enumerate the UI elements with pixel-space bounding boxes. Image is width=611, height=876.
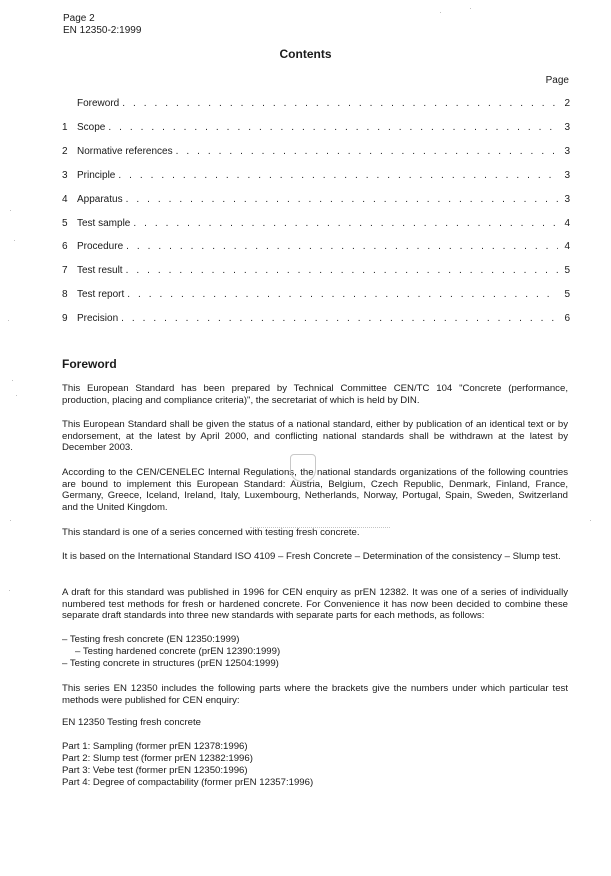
toc-entry-title: Apparatus (77, 194, 123, 205)
series-title: EN 12350 Testing fresh concrete (62, 717, 202, 728)
toc-leader-dots (108, 121, 558, 135)
toc-leader-dots (126, 240, 558, 254)
toc-entry-title: Scope (77, 122, 106, 133)
toc-leader-dots (127, 288, 558, 302)
toc-leader-dots (126, 193, 558, 207)
toc-entry-title: Principle (77, 170, 116, 181)
toc-entry-number: 7 (62, 265, 68, 276)
toc-entry-number: 1 (62, 122, 68, 133)
list-item: – Testing concrete in structures (prEN 12504:1999) (62, 658, 279, 669)
toc-entry-apparatus[interactable] (62, 193, 570, 207)
toc-leader-dots (122, 97, 558, 111)
toc-entry-number: 4 (62, 194, 68, 205)
toc-entry-title: Foreword (77, 98, 120, 109)
toc-entry-title: Procedure (77, 241, 124, 252)
toc-leader-dots (126, 264, 558, 278)
toc-leader-dots (133, 217, 558, 231)
toc-entry-title: Normative references (77, 146, 173, 157)
toc-entry-page: 6 (564, 313, 570, 324)
list-item: – Testing hardened concrete (prEN 12390:1999) (75, 646, 281, 657)
page-header (63, 13, 141, 37)
toc-entry-scope[interactable] (62, 121, 570, 135)
page-number-label: Page 2 (63, 13, 95, 24)
scan-speck (8, 320, 9, 321)
scan-speck (440, 12, 441, 13)
toc-entry-number: 2 (62, 146, 68, 157)
toc-entry-page: 3 (564, 194, 570, 205)
toc-entry-page: 5 (564, 289, 570, 300)
toc-entry-page: 4 (564, 218, 570, 229)
toc-entry-title: Test report (77, 289, 125, 300)
toc-entry-page: 4 (564, 241, 570, 252)
foreword-paragraph-2: This European Standard shall be given the status of a national standard, either by publication of an identical text or by endorsement, at the latest by April 2000, and conflicting national standards shall be withdrawn at the latest by December 2003. (62, 419, 568, 454)
scan-speck (14, 240, 15, 241)
foreword-paragraph-1: This European Standard has been prepared by Technical Committee CEN/TC 104 "Concrete (performance, production, placing and compliance criteria)", the secretariat of which is held by DIN. (62, 383, 568, 406)
list-item: Part 1: Sampling (former prEN 12378:1996) (62, 741, 248, 752)
toc-entry-principle[interactable] (62, 169, 570, 183)
list-item: Part 2: Slump test (former prEN 12382:1996) (62, 753, 253, 764)
list-item: Part 4: Degree of compactability (former prEN 12357:1996) (62, 777, 314, 788)
toc-entry-procedure[interactable] (62, 240, 570, 254)
toc-entry-title: Precision (77, 313, 119, 324)
toc-entry-test-sample[interactable] (62, 217, 570, 231)
scan-speck (470, 8, 471, 9)
toc-entry-page: 3 (564, 122, 570, 133)
toc-entry-number: 3 (62, 170, 68, 181)
contents-title: Contents (279, 47, 332, 61)
foreword-paragraph-5: It is based on the International Standard ISO 4109 – Fresh Concrete – Determination of the consistency – Slump test. (62, 551, 561, 562)
scan-speck (9, 590, 10, 591)
toc-entry-number: 9 (62, 313, 68, 324)
toc-leader-dots (176, 145, 558, 159)
list-item: Part 3: Vebe test (former prEN 12350:1996) (62, 765, 248, 776)
toc-entry-number: 5 (62, 218, 68, 229)
toc-entry-number: 8 (62, 289, 68, 300)
foreword-paragraph-3: According to the CEN/CENELEC Internal Regulations, the national standards organizations of the following countries are bound to implement this European Standard: Austria, Belgium, Czech Republic, Denmark, Finland, France, Germany, Greece, Iceland, Ireland, Italy, Luxembourg, Netherlands, Norway, Portugal, Spain, Sweden, Switzerland and the United Kingdom. (62, 467, 568, 513)
foreword-paragraph-6: A draft for this standard was published in 1996 for CEN enquiry as prEN 12382. It was one of a series of individually numbered test methods for fresh or hardened concrete. For Convenience it has now been decided to combine these separate draft standards into three new standards with separate parts for each methods, as follows: (62, 587, 568, 622)
scan-speck (590, 520, 591, 521)
foreword-heading: Foreword (62, 357, 117, 371)
toc-entry-title: Test result (77, 265, 123, 276)
toc-page-column-label: Page (545, 75, 569, 86)
toc-entry-page: 5 (564, 265, 570, 276)
foreword-paragraph-4: This standard is one of a series concerned with testing fresh concrete. (62, 527, 360, 538)
toc-entry-page: 2 (564, 98, 570, 109)
scan-speck (12, 380, 13, 381)
scan-speck (10, 210, 11, 211)
toc-leader-dots (121, 312, 558, 326)
toc-entry-test-report[interactable] (62, 288, 570, 302)
toc-entry-page: 3 (564, 170, 570, 181)
toc-entry-foreword[interactable] (62, 97, 570, 111)
toc-entry-title: Test sample (77, 218, 131, 229)
scan-speck (10, 520, 11, 521)
toc-leader-dots (118, 169, 558, 183)
toc-entry-normative-references[interactable] (62, 145, 570, 159)
toc-entry-precision[interactable] (62, 312, 570, 326)
scan-speck (16, 395, 17, 396)
toc-entry-test-result[interactable] (62, 264, 570, 278)
list-item: – Testing fresh concrete (EN 12350:1999) (62, 634, 240, 645)
stamp-dotted-line (250, 527, 390, 528)
toc-entry-page: 3 (564, 146, 570, 157)
document-id: EN 12350-2:1999 (63, 25, 142, 36)
foreword-paragraph-7: This series EN 12350 includes the following parts where the brackets give the numbers under which particular test methods were published for CEN enquiry: (62, 683, 568, 706)
toc-entry-number: 6 (62, 241, 68, 252)
